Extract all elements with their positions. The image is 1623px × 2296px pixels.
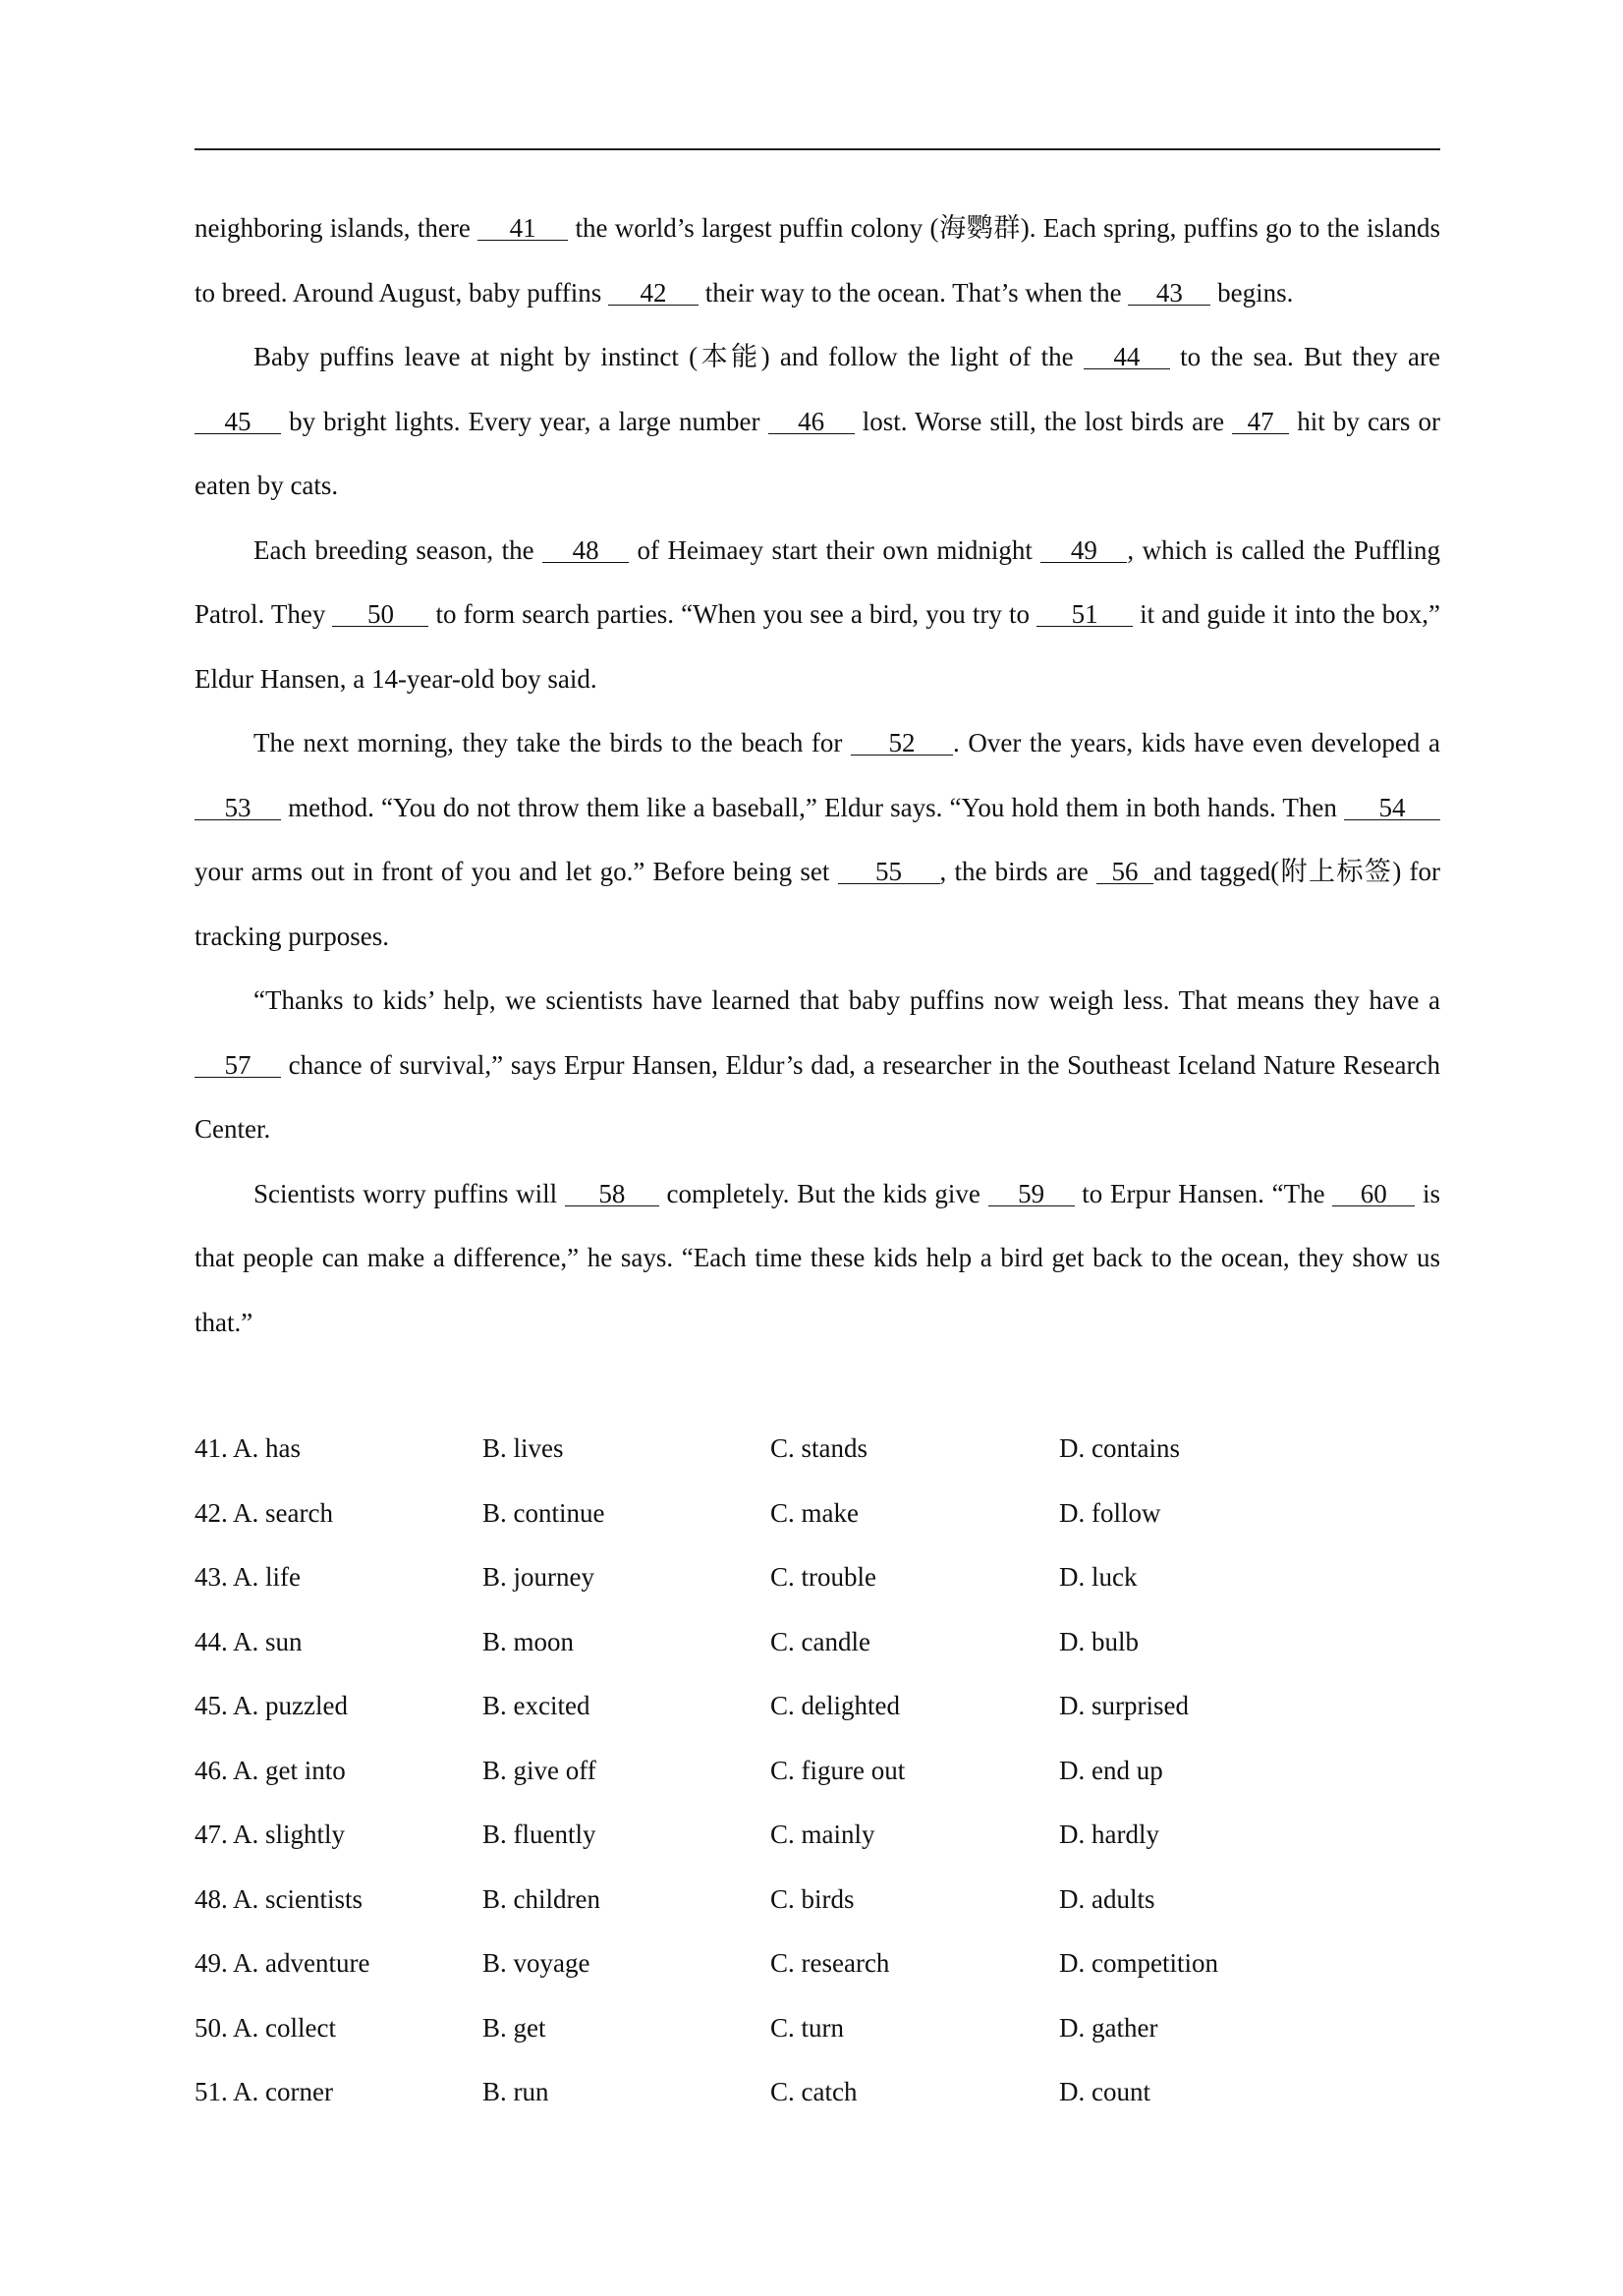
blank-59: 59 [988, 1182, 1075, 1206]
passage-text: of Heimaey start their own midnight [629, 534, 1041, 565]
option-a: 48. A. scientists [195, 1883, 364, 1914]
passage-text: their way to the ocean. That’s when the [698, 277, 1129, 308]
option-d: D. bulb [1059, 1626, 1139, 1656]
answer-options [195, 1417, 1440, 2125]
option-c: C. stands [770, 1433, 868, 1463]
blank-54: 54 [1344, 796, 1440, 820]
option-d: D. follow [1059, 1497, 1161, 1528]
blank-51: 51 [1036, 602, 1133, 627]
blank-46: 46 [768, 410, 855, 434]
option-row-43 [195, 1545, 1440, 1610]
passage-text: and tagged(附上标签) for tracking purposes. [195, 857, 1440, 951]
paragraph-3 [195, 519, 1440, 712]
option-row-42 [195, 1482, 1440, 1546]
passage-text: , which is called the Puffling Patrol. They [195, 534, 1440, 629]
option-d: D. count [1059, 2077, 1150, 2106]
paragraph-6 [195, 1162, 1440, 1356]
option-row-51 [195, 2060, 1440, 2125]
passage-text: . Over the years, kids have even developed a [953, 728, 1440, 757]
option-a: 45. A. puzzled [195, 1691, 348, 1720]
option-b: B. journey [482, 1562, 594, 1592]
option-a: 46. A. get into [195, 1755, 346, 1785]
option-b: B. run [482, 2077, 549, 2106]
passage-text: chance of survival,” says Erpur Hansen, Eldur’s dad, a researcher in the Southeast Iceland Nature Research Center. [195, 1049, 1440, 1144]
blank-49: 49 [1040, 538, 1127, 563]
blank-41: 41 [477, 216, 568, 241]
blank-57: 57 [195, 1053, 281, 1078]
option-row-44 [195, 1610, 1440, 1675]
option-b: B. lives [482, 1433, 564, 1463]
option-a: 49. A. adventure [195, 1948, 370, 1978]
passage-text: Scientists worry puffins will [253, 1178, 565, 1208]
passage-text: the world’s largest puffin colony (海鹦群). Each spring, puffins go to the islands to breed. Around August, baby puffins [195, 213, 1440, 308]
option-c: C. make [770, 1497, 859, 1528]
passage-text: “Thanks to kids’ help, we scientists have learned that baby puffins now weigh less. That means they have a [253, 985, 1440, 1015]
blank-53: 53 [195, 796, 281, 820]
paragraph-1 [195, 196, 1440, 325]
blank-45: 45 [195, 410, 281, 434]
option-c: C. catch [770, 2077, 858, 2106]
passage-text: Baby puffins leave at night by instinct (本能) and follow the light of the [253, 342, 1084, 371]
blank-43: 43 [1128, 281, 1210, 306]
option-b: B. moon [482, 1626, 575, 1656]
passage-text: method. “You do not throw them like a baseball,” Eldur says. “You hold them in both hands. Then [281, 792, 1344, 822]
blank-44: 44 [1084, 345, 1170, 369]
passage-text: is that people can make a difference,” he says. “Each time these kids help a bird get back to the ocean, they show us that.” [195, 1178, 1440, 1337]
option-c: C. candle [770, 1626, 870, 1656]
blank-60: 60 [1332, 1182, 1415, 1206]
option-a: 42. A. search [195, 1497, 333, 1528]
option-a: 51. A. corner [195, 2077, 333, 2106]
option-row-46 [195, 1739, 1440, 1804]
option-b: B. give off [482, 1755, 596, 1785]
option-b: B. excited [482, 1691, 590, 1720]
option-d: D. hardly [1059, 1820, 1159, 1849]
option-a: 47. A. slightly [195, 1820, 346, 1849]
passage-text: to Erpur Hansen. “The [1074, 1178, 1333, 1208]
passage-text: The next morning, they take the birds to the beach for [253, 728, 851, 757]
option-row-48 [195, 1868, 1440, 1932]
option-b: B. continue [482, 1497, 605, 1528]
blank-56: 56 [1096, 860, 1153, 884]
option-c: C. turn [770, 2012, 845, 2043]
passage-text: lost. Worse still, the lost birds are [854, 406, 1233, 436]
passage-text: hit by cars or eaten by cats. [195, 406, 1441, 500]
option-a: 41. A. has [195, 1433, 301, 1463]
option-d: D. surprised [1059, 1691, 1189, 1720]
paragraph-2 [195, 325, 1440, 519]
option-b: B. get [482, 2012, 546, 2043]
option-c: C. figure out [770, 1755, 906, 1785]
passage-text: Each breeding season, the [253, 534, 543, 565]
option-row-50 [195, 1996, 1440, 2061]
option-d: D. adults [1059, 1883, 1155, 1914]
option-b: B. children [482, 1883, 600, 1914]
option-d: D. end up [1059, 1755, 1163, 1785]
blank-47: 47 [1232, 410, 1289, 434]
option-a: 43. A. life [195, 1562, 301, 1592]
header-rule [195, 148, 1440, 150]
option-row-49 [195, 1932, 1440, 1996]
option-row-45 [195, 1674, 1440, 1739]
option-row-41 [195, 1417, 1440, 1482]
passage-text: your arms out in front of you and let go.” Before being set [195, 857, 838, 886]
option-b: B. voyage [482, 1948, 590, 1978]
passage-text: completely. But the kids give [658, 1178, 988, 1208]
passage-text: it and guide it into the box,” Eldur Hansen, a 14-year-old boy said. [195, 599, 1440, 694]
blank-58: 58 [565, 1182, 659, 1206]
option-d: D. luck [1059, 1562, 1138, 1592]
paragraph-5 [195, 969, 1440, 1162]
option-b: B. fluently [482, 1820, 596, 1849]
option-c: C. delighted [770, 1691, 900, 1720]
option-row-47 [195, 1803, 1440, 1868]
blank-52: 52 [851, 731, 953, 756]
blank-42: 42 [608, 281, 699, 306]
option-a: 50. A. collect [195, 2012, 336, 2043]
blank-55: 55 [838, 860, 940, 884]
cloze-passage [195, 196, 1440, 1355]
blank-48: 48 [542, 538, 629, 563]
passage-text: to form search parties. “When you see a bird, you try to [428, 599, 1037, 629]
option-d: D. competition [1059, 1948, 1218, 1978]
option-c: C. birds [770, 1883, 855, 1914]
blank-50: 50 [332, 602, 428, 627]
option-d: D. contains [1059, 1433, 1180, 1463]
passage-text: , the birds are [939, 857, 1096, 886]
option-c: C. trouble [770, 1562, 876, 1592]
passage-text: begins. [1210, 277, 1294, 308]
passage-text: neighboring islands, there [195, 213, 478, 243]
option-c: C. research [770, 1948, 890, 1978]
option-d: D. gather [1059, 2012, 1158, 2043]
passage-text: to the sea. But they are [1169, 342, 1440, 371]
passage-text: by bright lights. Every year, a large number [281, 406, 768, 436]
option-a: 44. A. sun [195, 1626, 303, 1656]
paragraph-4 [195, 711, 1440, 969]
option-c: C. mainly [770, 1820, 875, 1849]
